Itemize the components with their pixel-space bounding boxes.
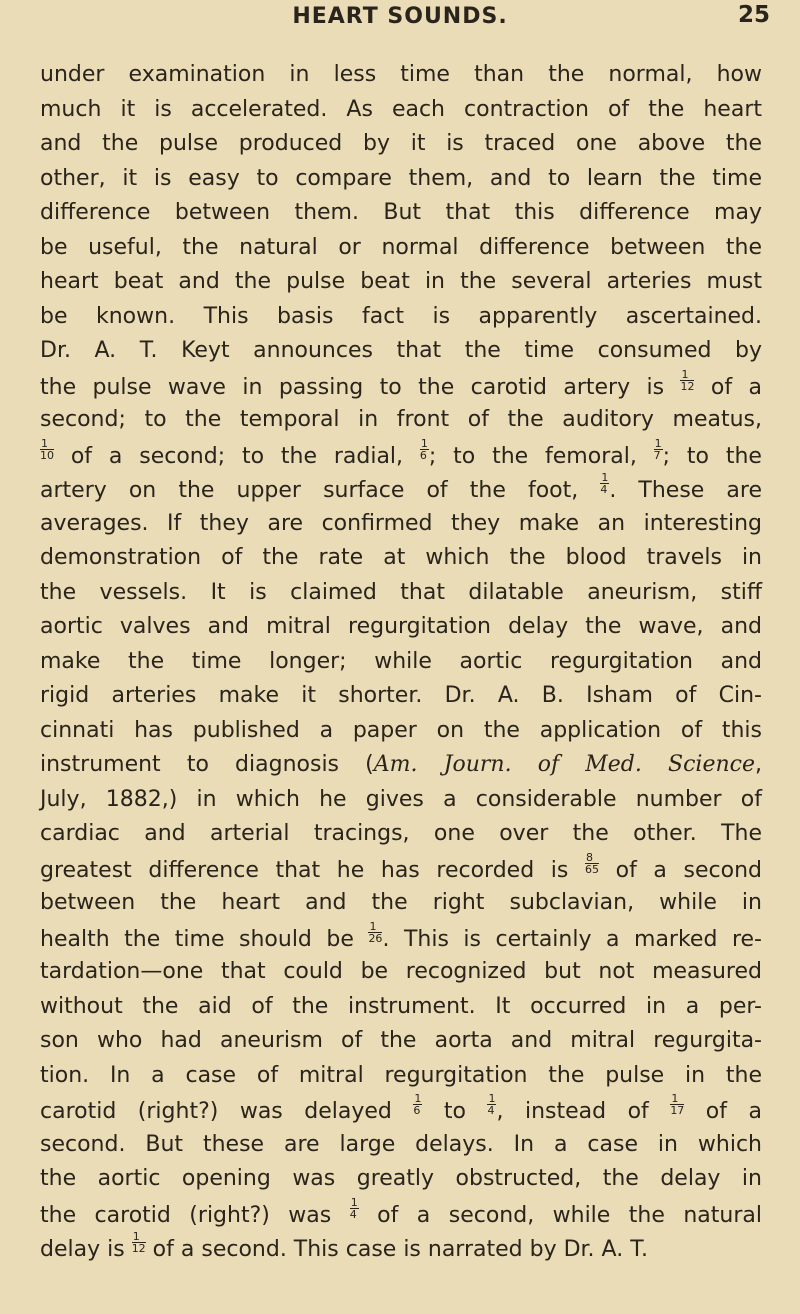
fraction-numerator: 1 [368,921,382,933]
text-segment: rigid arteries make it shorter. Dr. A. B. Isham of Cin- [40,683,762,708]
text-line [40,990,762,1025]
fraction-denominator: 6 [413,1104,421,1117]
text-segment: averages. If they are confirmed they make an interesting [40,510,762,536]
page-header [0,0,800,40]
text-segment: of a [684,1098,762,1124]
text-line [40,921,762,956]
fraction-denominator: 4 [487,1104,495,1117]
text-segment: of a second; to the radial, [54,443,420,469]
text-segment: . These are [609,477,762,503]
text-line [40,127,762,162]
fraction-denominator: 4 [349,1207,357,1221]
text-segment: greatest difference that he has recorded is [40,857,585,883]
text-line [40,610,762,645]
italic-citation: Am. Journ. of Med. Science [373,752,755,777]
fraction-denominator: 26 [368,931,383,945]
text-segment: other, it is easy to compare them, and to learn the time [40,165,762,191]
text-segment: the aortic opening was greatly obstructed, the delay in [40,1166,762,1191]
text-line [40,231,762,266]
fraction-numerator: 1 [132,1231,146,1243]
text-line [40,58,762,93]
text-line [40,576,762,611]
text-segment: cardiac and arterial tracings, one over the other. The [40,821,762,846]
text-segment: be known. This basis fact is apparently ascertained. [40,303,762,329]
text-segment: Dr. A. T. Keyt announces that the time consumed by [40,338,762,363]
text-segment: be useful, the natural or normal difference between the [40,234,762,260]
text-segment: son who had aneurism of the aorta and mitral regurgita- [40,1028,762,1053]
text-line [40,748,762,783]
text-segment: aortic valves and mitral regurgitation delay the wave, and [40,614,762,639]
fraction-denominator: 12 [680,379,695,393]
text-segment: of a second. This case is narrated by Dr. A. T. [145,1236,649,1262]
fraction-denominator: 65 [584,862,599,876]
text-line [40,955,762,990]
text-segment: second; to the temporal in front of the auditory meatus, [40,407,762,432]
text-segment: cinnati has published a paper on the application of this [40,717,762,743]
text-segment: heart beat and the pulse beat in the several arteries must [40,269,762,294]
text-line [40,783,762,818]
fraction [670,1093,684,1116]
text-segment: of a second [598,857,762,883]
fraction-numerator: 1 [670,1093,684,1105]
fraction [680,369,694,392]
text-segment: second. But these are large delays. In a case in which [40,1131,762,1157]
fraction [420,438,429,461]
text-line [40,852,762,887]
fraction-denominator: 12 [131,1242,146,1255]
text-line [40,472,762,507]
text-segment: without the aid of the instrument. It occurred in a per- [40,993,762,1019]
text-segment: ; to the femoral, [428,443,654,469]
text-line [40,817,762,852]
fraction-numerator: 1 [601,471,609,484]
fraction-numerator: 1 [680,369,694,381]
text-segment: tion. In a case of mitral regurgitation the pulse in the [40,1062,762,1088]
text-segment: make the time longer; while aortic regurgitation and [40,648,762,674]
text-segment: carotid (right?) was delayed [40,1098,414,1124]
text-line [40,1059,762,1094]
fraction-denominator: 17 [670,1104,685,1117]
fraction [600,472,609,495]
page-number: 25 [737,2,770,28]
text-line [40,403,762,438]
text-line [40,1197,762,1232]
text-line [40,300,762,335]
text-line [40,1128,762,1163]
body-text [40,58,762,1266]
fraction-denominator: 10 [40,448,54,462]
running-head: HEART SOUNDS. [292,4,508,29]
fraction [368,921,382,944]
text-line [40,645,762,680]
text-segment: much it is accelerated. As each contraction of the heart [40,96,762,122]
text-segment: the vessels. It is claimed that dilatable aneurism, stiff [40,579,762,605]
fraction-numerator: 8 [585,852,599,864]
fraction-numerator: 1 [414,1092,422,1105]
text-line [40,1093,762,1128]
text-line [40,679,762,714]
fraction-numerator: 1 [654,436,662,450]
text-segment: difference between them. But that this difference may [40,200,762,225]
text-segment: tardation—one that could be recognized but not measured [40,959,762,984]
text-line [40,1162,762,1197]
fraction-numerator: 1 [488,1092,496,1105]
text-segment: the pulse wave in passing to the carotid artery is [40,374,681,400]
text-line [40,93,762,128]
text-segment: July, 1882,) in which he gives a considerable number of [40,786,762,812]
text-line [40,265,762,300]
text-segment: the carotid (right?) was [40,1202,350,1228]
fraction-numerator: 1 [350,1195,358,1209]
text-segment: instrument to diagnosis ( [40,752,374,777]
fraction-denominator: 6 [419,448,427,462]
fraction [585,852,599,875]
text-line [40,507,762,542]
text-line [40,886,762,921]
fraction [654,438,663,461]
text-segment: demonstration of the rate at which the blood travels in [40,545,762,570]
text-segment: of a [694,374,762,400]
text-segment: , [755,752,762,777]
text-segment: and the pulse produced by it is traced one above the [40,131,762,156]
text-line [40,196,762,231]
text-line [40,438,762,473]
text-segment: to [422,1098,488,1124]
fraction [350,1197,359,1220]
text-line [40,162,762,197]
text-segment: delay is [40,1236,132,1262]
text-line [40,369,762,404]
text-line [40,714,762,749]
fraction [132,1231,146,1254]
fraction-denominator: 4 [600,483,608,496]
text-segment: ; to the [662,443,762,469]
fraction-denominator: 7 [653,448,661,462]
text-segment: of a second, while the natural [358,1202,762,1228]
fraction [40,438,54,461]
text-segment: health the time should be [40,926,369,952]
text-segment: , instead of [496,1098,671,1124]
text-line [40,1024,762,1059]
text-segment: artery on the upper surface of the foot, [40,477,601,503]
text-line [40,1231,762,1266]
text-segment: . This is certainly a marked re- [382,926,762,952]
fraction-numerator: 1 [40,438,54,450]
fraction-numerator: 1 [420,436,428,450]
text-line [40,541,762,576]
text-segment: between the heart and the right subclavian, while in [40,890,762,915]
text-line [40,334,762,369]
text-segment: under examination in less time than the normal, how [40,62,762,87]
